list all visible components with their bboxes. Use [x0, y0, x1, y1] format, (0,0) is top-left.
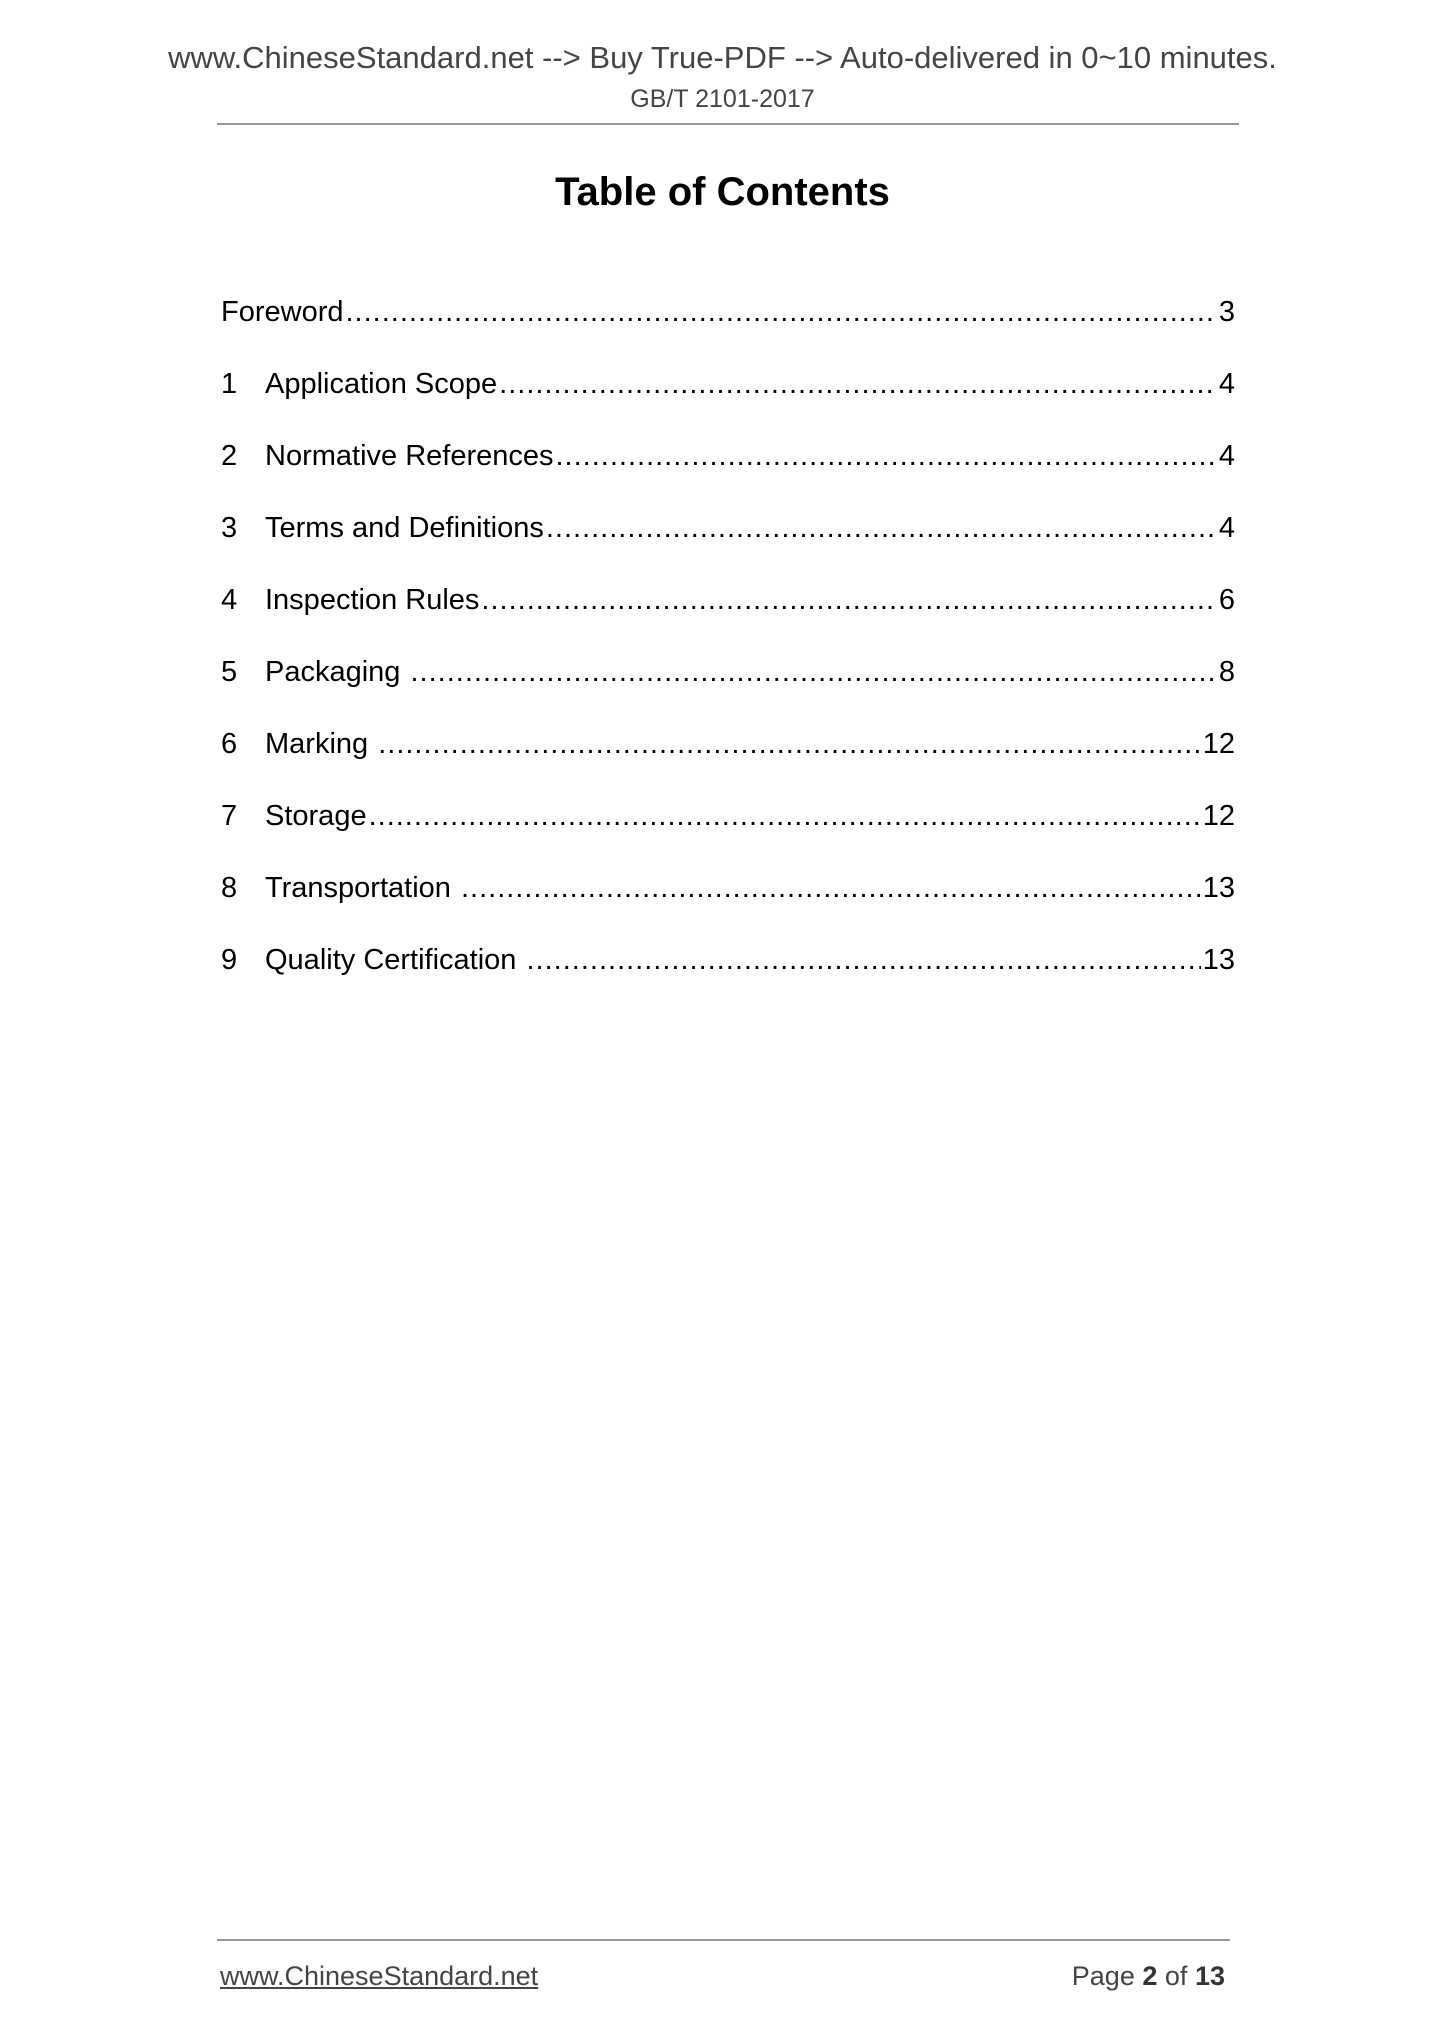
table-of-contents [221, 296, 1235, 1016]
dot-leader [411, 656, 1217, 689]
toc-entry-page: 13 [1202, 944, 1235, 976]
toc-entry-page: 4 [1218, 512, 1235, 544]
footer-website-link[interactable]: www.ChineseStandard.net [220, 1961, 539, 1991]
page-title: Table of Contents [555, 170, 890, 214]
toc-entry[interactable] [221, 656, 1235, 728]
toc-entry-label: Foreword [221, 296, 344, 328]
toc-entry-number: 3 [221, 512, 238, 544]
footer-divider [217, 1939, 1230, 1941]
toc-entry-label: Marking [265, 728, 377, 760]
page-number [1072, 1961, 1225, 1992]
current-page: 2 [1142, 1961, 1158, 1991]
dot-leader [369, 800, 1201, 833]
toc-entry[interactable] [221, 728, 1235, 800]
standard-code: GB/T 2101-2017 [630, 85, 815, 113]
toc-entry-page: 4 [1218, 440, 1235, 472]
toc-entry-number: 1 [221, 368, 238, 400]
toc-entry[interactable] [221, 368, 1235, 440]
toc-entry-page: 6 [1218, 584, 1235, 616]
header-banner: www.ChineseStandard.net --> Buy True-PDF --> Auto-delivered in 0~10 minutes. [168, 40, 1277, 75]
page-of: of [1164, 1961, 1188, 1991]
dot-leader [499, 368, 1217, 401]
toc-entry-label: Normative References [265, 440, 554, 472]
toc-entry-label: Transportation [265, 872, 459, 904]
toc-entry-page: 12 [1202, 800, 1235, 832]
dot-leader [346, 296, 1217, 329]
toc-entry-label: Quality Certification [265, 944, 525, 976]
toc-entry-page: 12 [1202, 728, 1235, 760]
dot-leader [556, 440, 1217, 473]
toc-entry-number: 7 [221, 800, 238, 832]
toc-entry-number: 8 [221, 872, 238, 904]
dot-leader [461, 872, 1201, 905]
toc-entry-label: Terms and Definitions [265, 512, 544, 544]
toc-entry-number: 9 [221, 944, 238, 976]
dot-leader [546, 512, 1217, 545]
toc-entry[interactable] [221, 872, 1235, 944]
toc-entry-number: 4 [221, 584, 238, 616]
toc-entry[interactable] [221, 440, 1235, 512]
toc-entry-label: Packaging [265, 656, 409, 688]
toc-entry[interactable] [221, 944, 1235, 1016]
dot-leader [481, 584, 1216, 617]
toc-entry[interactable] [221, 584, 1235, 656]
dot-leader [378, 728, 1201, 761]
page-prefix: Page [1071, 1961, 1135, 1991]
toc-entry[interactable] [221, 800, 1235, 872]
total-pages: 13 [1194, 1961, 1225, 1991]
toc-entry[interactable] [221, 512, 1235, 584]
dot-leader [527, 944, 1201, 977]
header-divider [217, 123, 1239, 125]
toc-entry[interactable] [221, 296, 1235, 368]
toc-entry-page: 3 [1218, 296, 1235, 328]
toc-entry-number: 2 [221, 440, 238, 472]
toc-entry-number: 6 [221, 728, 238, 760]
toc-entry-label: Inspection Rules [265, 584, 480, 616]
toc-entry-page: 13 [1202, 872, 1235, 904]
toc-entry-page: 8 [1218, 656, 1235, 688]
toc-entry-number: 5 [221, 656, 238, 688]
toc-entry-page: 4 [1218, 368, 1235, 400]
toc-entry-label: Storage [265, 800, 367, 832]
toc-entry-label: Application Scope [265, 368, 498, 400]
